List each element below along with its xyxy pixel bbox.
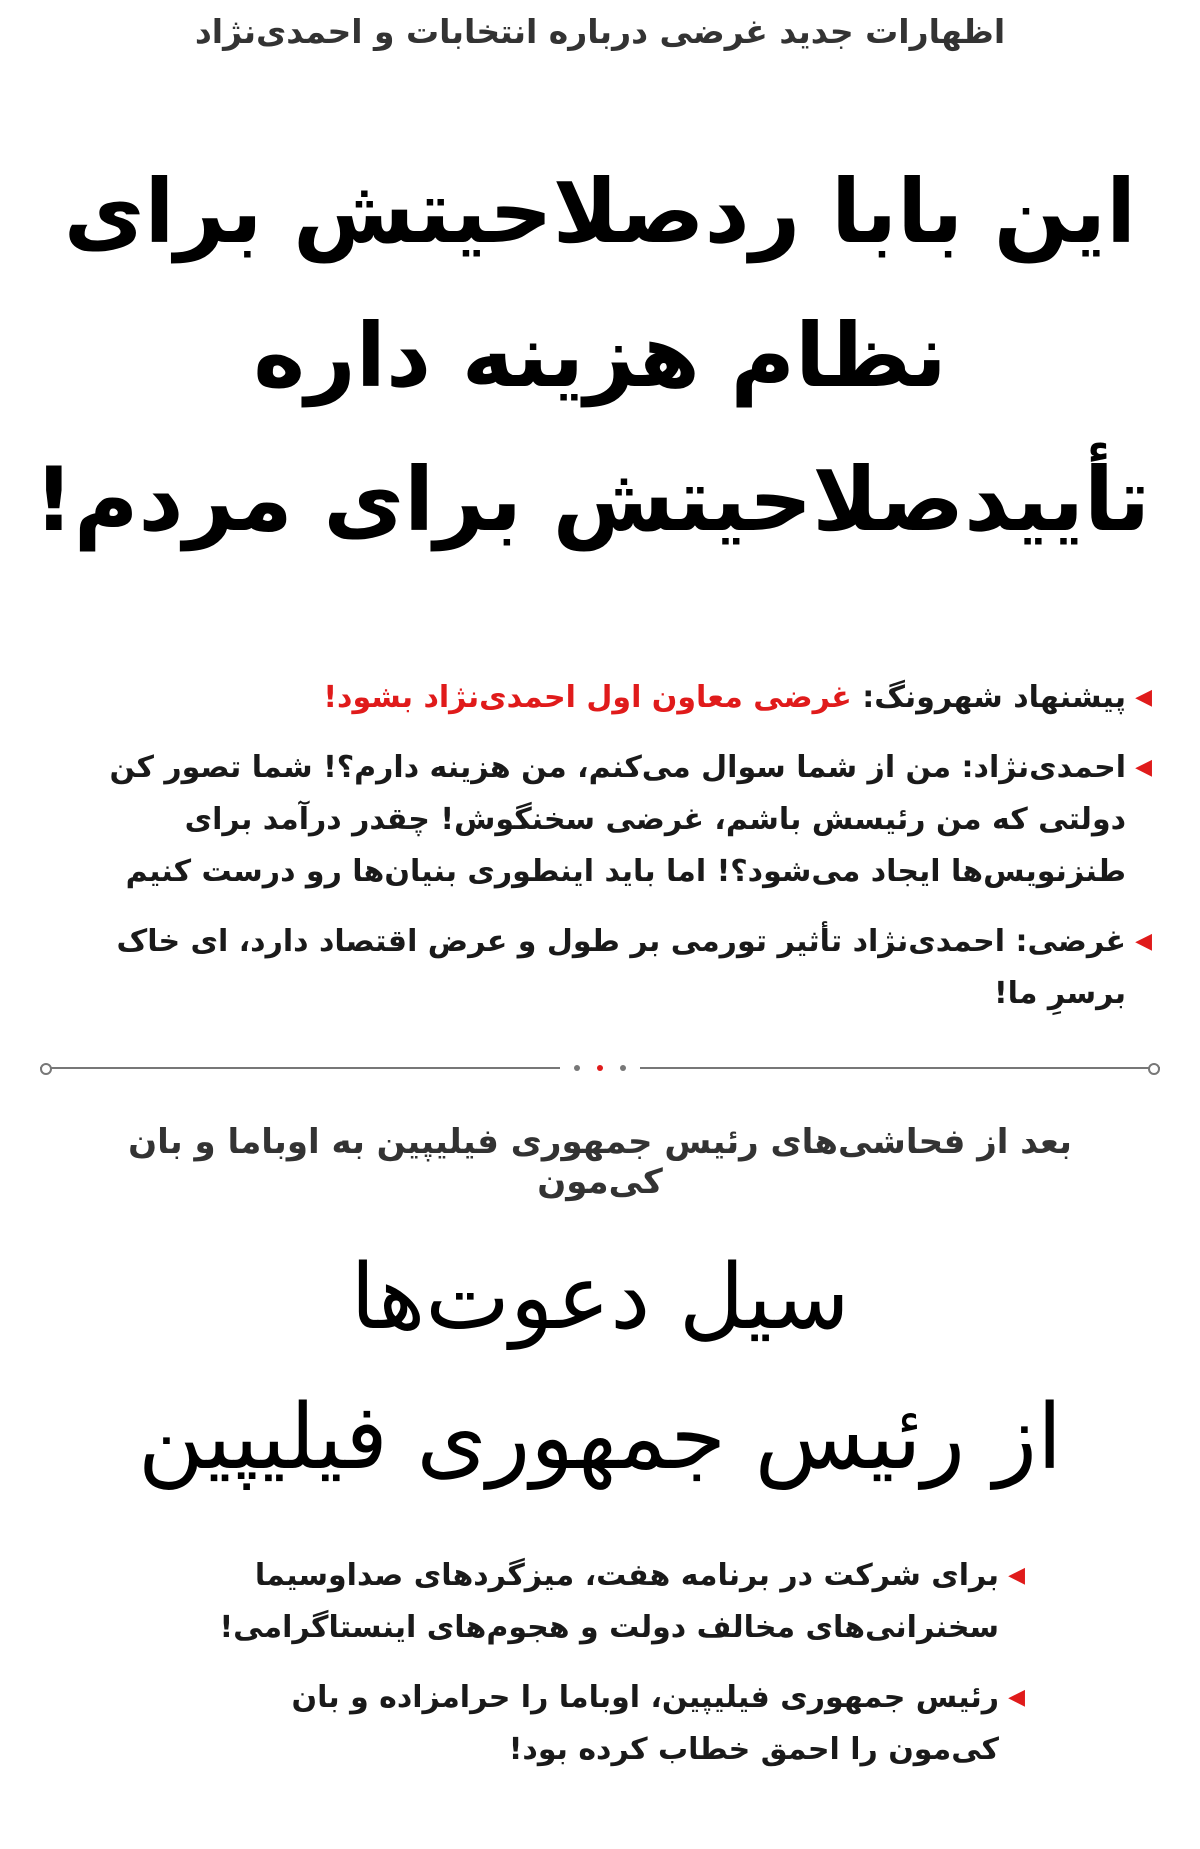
story1-headline <box>33 140 1150 572</box>
divider-end-right-icon <box>1148 1063 1160 1075</box>
story1-bullets <box>48 672 1152 1038</box>
story2-bullet-2 <box>180 1672 1025 1776</box>
story2-bullets <box>180 1550 1025 1794</box>
divider-end-left-icon <box>40 1063 52 1075</box>
story1-headline-line-3: تأییدصلاحیتش برای مردم! <box>33 448 1150 551</box>
story1-bullet-1 <box>48 672 1152 724</box>
story2-headline-line-2: از رئیس جمهوری فیلیپین <box>137 1385 1063 1490</box>
story1-headline-line-1: این بابا ردصلاحیتش برای <box>63 160 1137 263</box>
bullet-triangle-icon: ◀ <box>1135 685 1152 710</box>
bullet-triangle-icon: ◀ <box>1135 929 1152 954</box>
story2-bullet-1-text: برای شرکت در برنامه هفت، میزگردهای صداوسیما سخنرانی‌های مخالف دولت و هجوم‌های اینستاگرامی! <box>219 1558 999 1645</box>
story1-bullet-2 <box>48 742 1152 898</box>
bullet-triangle-icon: ◀ <box>1135 755 1152 780</box>
section-divider <box>40 1062 1160 1074</box>
divider-red-dot-icon <box>597 1065 603 1071</box>
story1-bullet-3-text: غرضی: احمدی‌نژاد تأثیر تورمی بر طول و عرض اقتصاد دارد، ای خاک برسرِ ما! <box>116 924 1126 1011</box>
story1-bullet-2-text: احمدی‌نژاد: من از شما سوال می‌کنم، من هزینه دارم؟! شما تصور کن دولتی که من رئیسش باشم، غرضی سخنگوش! چقدر درآمد برای طنزنویس‌ها ایجاد می‌شود؟! اما باید اینطوری بنیان‌ها رو درست کنیم <box>109 750 1126 889</box>
story2-kicker: بعد از فحاشی‌های رئیس جمهوری فیلیپین به اوباما و بان کی‌مون <box>128 1122 1072 1202</box>
story1-kicker: اظهارات جدید غرضی درباره انتخابات و احمدی‌نژاد <box>194 12 1006 51</box>
divider-dot-icon <box>574 1065 580 1071</box>
story1-bullet-1-lead: پیشنهاد شهرونگ: <box>851 680 1126 715</box>
story2-headline <box>50 1228 1150 1508</box>
bullet-triangle-icon: ◀ <box>1008 1563 1025 1588</box>
story2-bullet-1 <box>180 1550 1025 1654</box>
story1-headline-line-2: نظام هزینه داره <box>253 304 947 407</box>
story1-bullet-3 <box>48 916 1152 1020</box>
story2-headline-line-1: سیل دعوت‌ها <box>350 1245 850 1350</box>
bullet-triangle-icon: ◀ <box>1008 1685 1025 1710</box>
story1-bullet-1-highlight: غرضی معاون اول احمدی‌نژاد بشود! <box>323 680 852 715</box>
story2-bullet-2-text: رئیس جمهوری فیلیپین، اوباما را حرامزاده و بان کی‌مون را احمق خطاب کرده بود! <box>291 1680 999 1767</box>
divider-dot-icon <box>620 1065 626 1071</box>
